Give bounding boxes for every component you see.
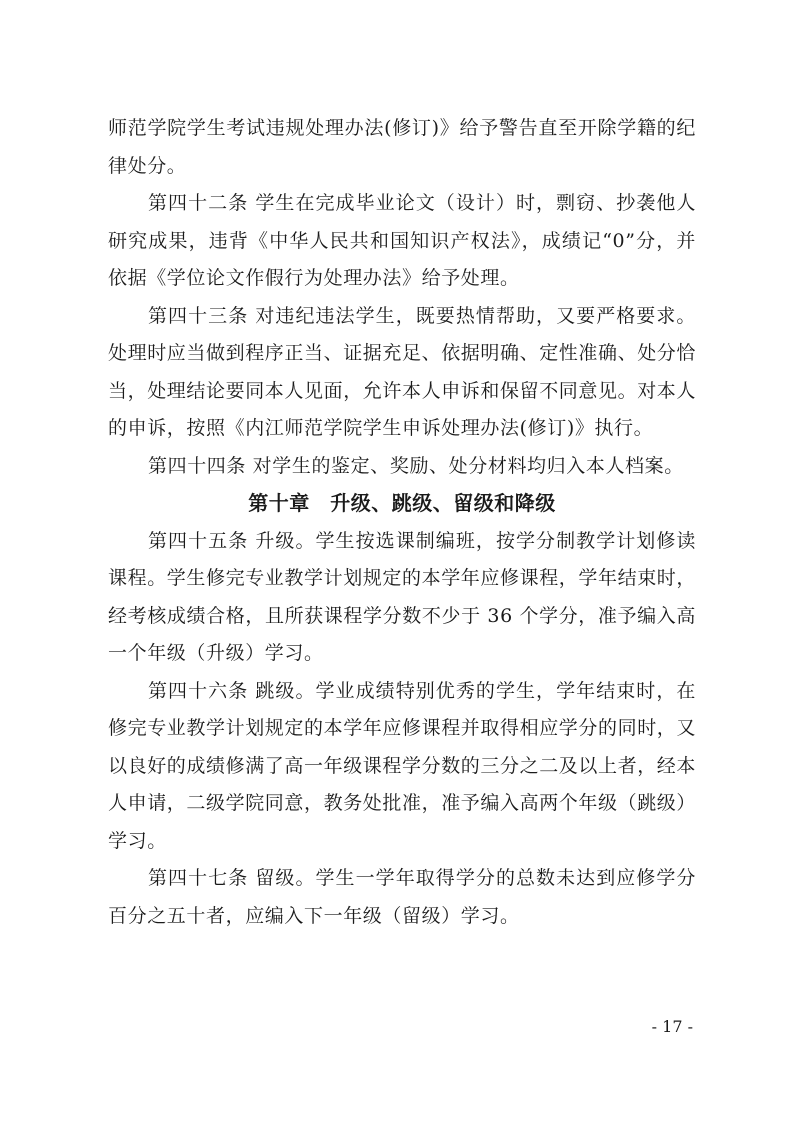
paragraph-article-46: 第四十六条 跳级。学业成绩特别优秀的学生，学年结束时，在修完专业教学计划规定的本学年应修课程并取得相应学分的同时，又以良好的成绩修满了高一年级课程学分数的三分之二及以上者，经本人申请，二级学院同意，教务处批准，准予编入高两个年级（跳级）学习。 (108, 679, 697, 852)
paragraph-continuation: 师范学院学生考试违规处理办法(修订)》给予警告直至开除学籍的纪律处分。 (108, 117, 696, 177)
body-text (108, 110, 696, 935)
page-number: - 17 - (651, 1017, 693, 1036)
paragraph-article-43: 第四十三条 对违纪违法学生，既要热情帮助，又要严格要求。处理时应当做到程序正当、证据充足、依据明确、定性准确、处分恰当，处理结论要同本人见面，允许本人申诉和保留不同意见。对本人的申诉，按照《内江师范学院学生申诉处理办法(修订)》执行。 (108, 304, 697, 439)
paragraph-article-42: 第四十二条 学生在完成毕业论文（设计）时，剽窃、抄袭他人研究成果，违背《中华人民共和国知识产权法》，成绩记“0”分，并依据《学位论文作假行为处理办法》给予处理。 (108, 192, 696, 289)
paragraph-article-47: 第四十七条 留级。学生一学年取得学分的总数未达到应修学分百分之五十者，应编入下一年级（留级）学习。 (108, 867, 696, 927)
chapter-heading: 第十章 升级、跳级、留级和降级 (248, 491, 556, 515)
paragraph-article-44: 第四十四条 对学生的鉴定、奖励、处分材料均归入本人档案。 (148, 454, 684, 477)
paragraph-article-45: 第四十五条 升级。学生按选课制编班，按学分制教学计划修读课程。学生修完专业教学计划规定的本学年应修课程，学年结束时，经考核成绩合格，且所获课程学分数不少于 36 个学分，准予编入高一个年级（升级）学习。 (108, 529, 697, 664)
